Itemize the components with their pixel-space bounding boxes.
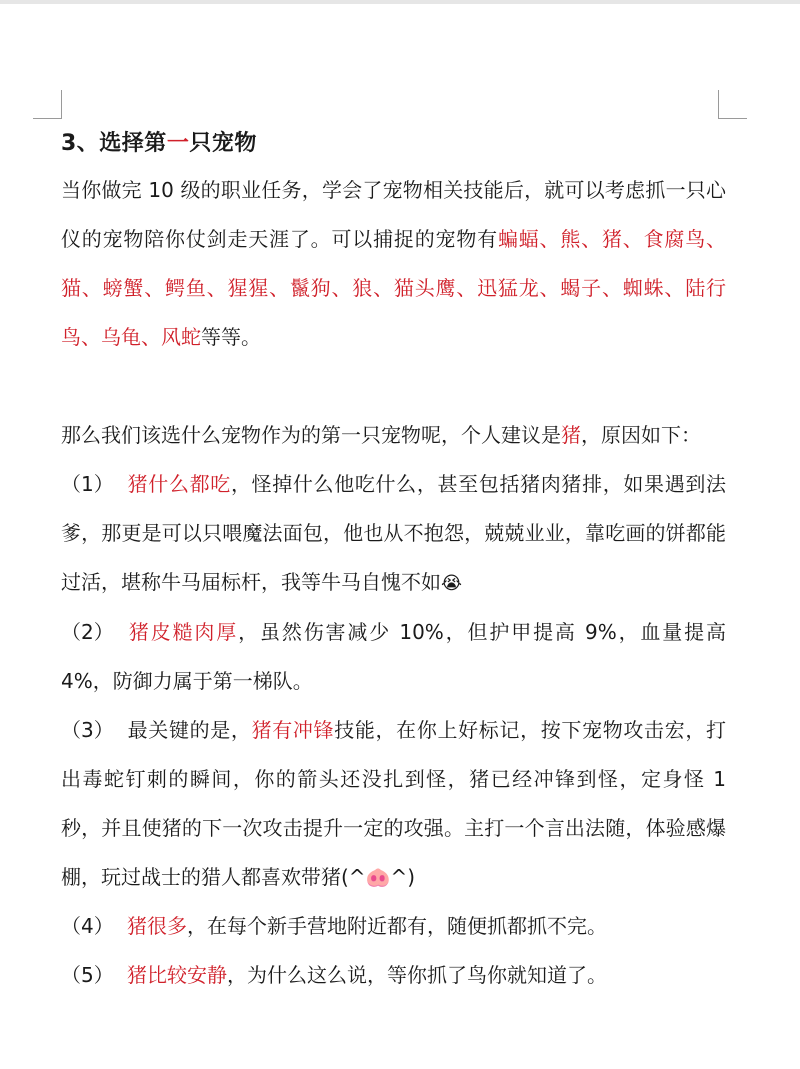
reason-item-2 [61, 608, 726, 706]
item-text: ，虽然伤害减少 10%，但护甲提高 9%，血量提高 4%，防御力属于第一梯队。 [61, 620, 726, 693]
question-text-end: ，原因如下： [581, 423, 701, 447]
item-highlight: 猪有冲锋 [251, 718, 335, 742]
reason-item-1 [61, 460, 726, 608]
page-corner-mark-right [718, 90, 747, 119]
intro-text-end: 等等。 [201, 325, 261, 349]
page-corner-mark-left [33, 90, 62, 119]
recommended-pet: 猪 [561, 423, 581, 447]
pet-list: 蝙蝠、熊、猪、食腐鸟、猫、螃蟹、鳄鱼、猩猩、鬣狗、狼、猫头鹰、迅猛龙、蝎子、蜘蛛、陆行鸟、乌龟、风蛇 [61, 227, 727, 349]
section-heading [61, 122, 726, 166]
document-body [61, 122, 726, 1000]
item-text: ，为什么这么说，等你抓了鸟你就知道了。 [227, 963, 607, 987]
top-edge [0, 0, 800, 4]
heading-text-a: 3、选择第 [61, 131, 167, 156]
paragraph-spacer [61, 362, 726, 411]
reason-item-4 [61, 902, 726, 951]
item-number: （4） [61, 914, 114, 938]
item-prefix: 最关键的是， [127, 718, 252, 742]
item-text: 技能，在你上好标记，按下宠物攻击宏，打出毒蛇钉刺的瞬间，你的箭头还没扎到怪，猪已经冲锋到怪，定身怪 1 秒，并且使猪的下一次攻击提升一定的攻强。主打一个言出法随，体验感爆棚，玩过战士的猎人都喜欢带猪(^🐽^) [61, 718, 727, 889]
question-paragraph [61, 411, 726, 460]
intro-paragraph [61, 166, 726, 362]
reason-item-5 [61, 951, 726, 1000]
heading-text-c: 只宠物 [189, 131, 257, 156]
item-highlight: 猪皮糙肉厚 [127, 620, 239, 644]
item-number: （1） [61, 472, 114, 496]
question-text: 那么我们该选什么宠物作为的第一只宠物呢，个人建议是 [61, 423, 561, 447]
item-text: ，怪掉什么他吃什么，甚至包括猪肉猪排，如果遇到法爹，那更是可以只喂魔法面包，他也从不抱怨，兢兢业业，靠吃画的饼都能过活，堪称牛马届标杆，我等牛马自愧不如 [61, 472, 727, 594]
item-number: （3） [61, 718, 114, 742]
crying-emoji-icon: 😭 [441, 573, 463, 594]
item-highlight: 猪比较安静 [127, 963, 227, 987]
reason-item-3 [61, 706, 726, 902]
item-number: （2） [61, 620, 114, 644]
heading-text-red: 一 [166, 131, 190, 156]
intro-text: 当你做完 10 级的职业任务，学会了宠物相关技能后，就可以考虑抓一只心仪的宠物陪你仗剑走天涯了。可以捕捉的宠物有 [61, 178, 726, 251]
item-highlight: 猪很多 [127, 914, 187, 938]
item-text: ，在每个新手营地附近都有，随便抓都抓不完。 [187, 914, 607, 938]
item-number: （5） [61, 963, 114, 987]
item-highlight: 猪什么都吃 [127, 472, 231, 496]
